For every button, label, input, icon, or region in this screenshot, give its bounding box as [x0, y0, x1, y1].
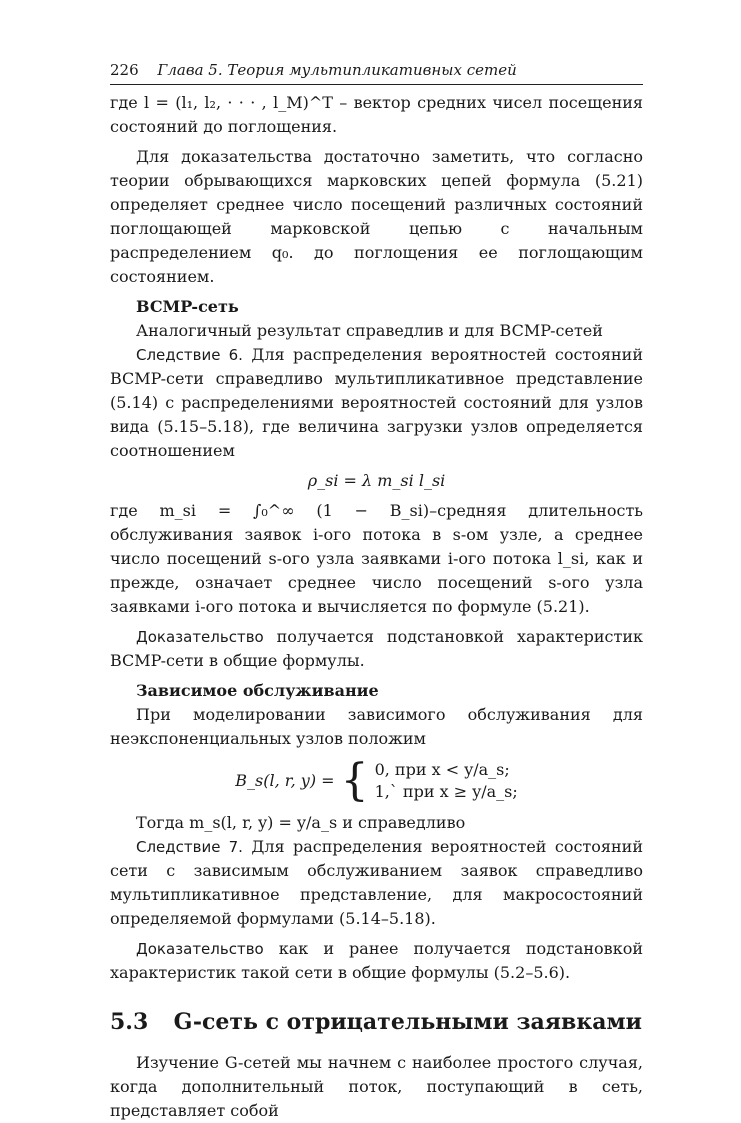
- section-number: 5.3: [110, 1009, 149, 1035]
- case-2: 1,` при x ≥ y/a_s;: [374, 782, 518, 801]
- corollary-6-text: Для распределения вероятностей состояний BCMP-сети справедливо мультипликативное представление (5.14) с распределениями вероятностей состояний для узлов вида (5.15–5.18), где величина загрузки узлов определяется соотношением: [110, 345, 643, 460]
- proof-2-label: Доказательство: [136, 940, 264, 958]
- paragraph-g-networks: Изучение G-сетей мы начнем с наиболее простого случая, когда дополнительный поток, поступающий в сеть, представляет собой: [110, 1053, 643, 1120]
- proof-1: [110, 625, 643, 673]
- section-title: G-сеть с отрицательными заявками: [173, 1009, 642, 1035]
- proof-1-text: получается подстановкой характеристик BCMP-сети в общие формулы.: [110, 627, 643, 670]
- corollary-7: [110, 835, 643, 931]
- page-number: 226: [110, 61, 139, 79]
- corollary-7-text: Для распределения вероятностей состояний сети с зависимым обслуживанием заявок справедливо мультипликативное представление, для макросостояний определяемой формулами (5.14–5.18).: [110, 837, 643, 928]
- case-lines: [375, 759, 518, 803]
- subheading-bcmp: BCMP-сеть: [136, 297, 239, 316]
- cases-lhs: B_s(l, r, y) =: [235, 771, 335, 790]
- corollary-6: [110, 343, 643, 463]
- paragraph-proof-note: Для доказательства достаточно заметить, что согласно теории обрывающихся марковских цепей формула (5.21) определяет среднее число посещений различных состояний поглощающей марковской цепью с начальным распределением q₀. до поглощения ее поглощающим состоянием.: [110, 147, 643, 286]
- left-brace-icon: {: [340, 755, 369, 806]
- chapter-title: Глава 5. Теория мультипликативных сетей: [157, 61, 517, 79]
- paragraph-vector-definition: где l = (l₁, l₂, · · · , l_M)^T – вектор средних чисел посещения состояний до поглощения.: [110, 93, 643, 136]
- formula-load: ρ_si = λ m_si l_si: [307, 471, 446, 490]
- corollary-7-label: Следствие 7.: [136, 838, 243, 856]
- proof-2-text: как и ранее получается подстановкой характеристик такой сети в общие формулы (5.2–5.6).: [110, 939, 643, 982]
- proof-2: [110, 937, 643, 985]
- formula-cases: [110, 755, 643, 806]
- proof-1-label: Доказательство: [136, 628, 264, 646]
- case-1: 0, при x < y/a_s;: [374, 760, 510, 779]
- subheading-dependent-service: Зависимое обслуживание: [136, 681, 379, 700]
- running-header: [110, 56, 643, 85]
- paragraph-service-time: где m_si = ∫₀^∞ (1 − B_si)–средняя длительность обслуживания заявок i-ого потока в s-ом узле, а среднее число посещений s-ого узла заявками i-ого потока l_si, как и прежде, означает среднее число посещений s-ого узла заявками i-ого потока и вычисляется по формуле (5.21).: [110, 501, 643, 616]
- section-heading: [110, 1007, 643, 1037]
- paragraph-togda: Тогда m_s(l, r, y) = y/a_s и справедливо: [136, 813, 466, 832]
- page: [110, 56, 643, 1123]
- paragraph-dependent-intro: При моделировании зависимого обслуживания для неэкспоненциальных узлов положим: [110, 705, 643, 748]
- corollary-6-label: Следствие 6.: [136, 346, 243, 364]
- paragraph-bcmp-intro: Аналогичный результат справедлив и для BCMP-сетей: [136, 321, 603, 340]
